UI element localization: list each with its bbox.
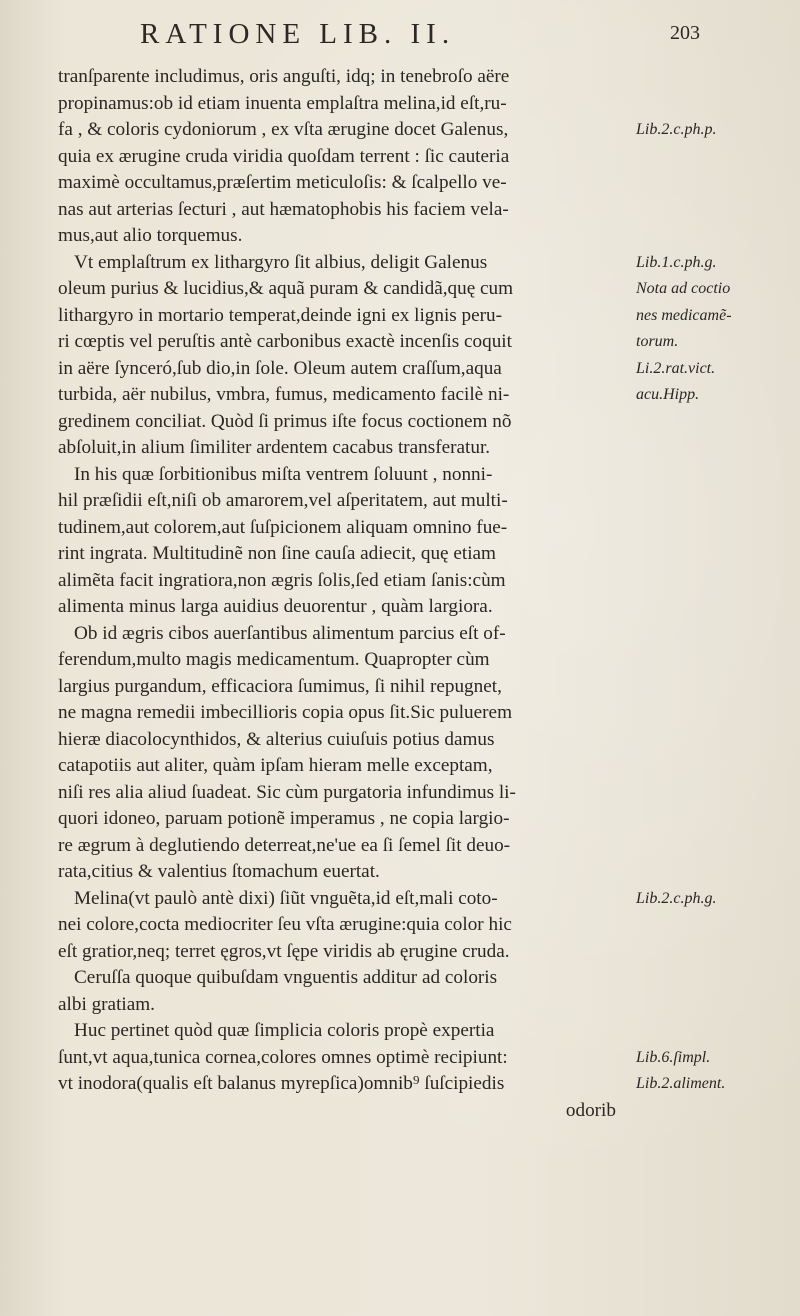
margin-note: Lib.2.c.ph.g. [636,889,717,907]
margin-note: Li.2.rat.vict. [636,359,716,377]
text-line: quia ex ærugine cruda viridia quoſdam terrent : ſic cauteria [58,145,510,167]
margin-note: Nota ad coctio [636,280,731,297]
margin-note: Lib.2.c.ph.p. [636,121,717,138]
text-line: Vt emplaſtrum ex lithargyro ſit albius, deligit Galenus [74,251,488,273]
text-line: tranſparente includimus, oris anguſti, idq; in tenebroſo aëre [58,66,510,87]
text-line: catapotiis aut aliter, quàm ipſam hieram melle exceptam, [58,755,493,776]
text-line: nas aut arterias ſecturi , aut hæmatophobis his faciem vela- [58,198,509,220]
margin-note: nes medicamẽ- [636,306,732,324]
margin-note: Lib.6.ſimpl. [636,1048,711,1066]
text-line: Ob id ægris cibos auerſantibus alimentum parcius eſt of- [74,622,506,644]
text-line: Huc pertinet quòd quæ ſimplicia coloris propè expertia [74,1020,495,1041]
text-line: niſi res alia aliud ſuadeat. Sic cùm purgatoria infundimus li- [58,781,516,803]
text-line: maximè occultamus,præſertim meticuloſis: & ſcalpello ve- [58,172,507,193]
text-line: albi gratiam. [58,993,155,1015]
text-line: ri cœptis vel peruſtis antè carbonibus exactè incenſis coquit [58,331,512,352]
text-line: nei colore,cocta mediocriter ſeu vſta ærugine:quia color hic [58,914,512,935]
text-line: re ægrum à deglutiendo deterreat,ne'ue ea ſi ſemel ſit deuo- [58,834,511,856]
body-text [58,64,630,1124]
text-line: alimenta minus larga auidius deuorentur , quàm largiora. [58,596,493,617]
text-line: lithargyro in mortario temperat,deinde igni ex lignis peru- [58,304,503,326]
text-line: rint ingrata. Multitudinẽ non ſine cauſa adiecit, quę etiam [58,543,496,564]
text-line: tudinem,aut colorem,aut ſuſpicionem aliquam omnino fue- [58,516,508,538]
text-line: quori idoneo, paruam potionẽ imperamus , ne copia largio- [58,808,510,829]
text-line: hil præſidii eſt,niſi ob amarorem,vel aſperitatem, aut multi- [58,490,508,511]
text-line: abſoluit,in alium ſimiliter ardentem cacabus transferatur. [58,437,491,458]
text-line: in aëre ſynceró,ſub dio,in ſole. Oleum autem craſſum,aqua [58,357,502,379]
text-line: Melina(vt paulò antè dixi) ſiũt vnguẽta,id eſt,mali coto- [74,887,498,909]
text-line: propinamus:ob id etiam inuenta emplaſtra melina,id eſt,ru- [58,92,507,114]
text-line: eſt gratior,neq; terret ęgros,vt ſępe viridis ab ęrugine cruda. [58,940,510,962]
margin-note: torum. [636,333,679,350]
margin-note: Lib.2.aliment. [636,1075,726,1092]
text-line: ferendum,multo magis medicamentum. Quapropter cùm [58,649,490,670]
text-line: vt inodora(qualis eſt balanus myrepſica)omnib⁹ ſuſcipiedis [58,1073,505,1094]
text-line: In his quæ ſorbitionibus miſta ventrem ſoluunt , nonni- [74,463,493,485]
page-number: 203 [670,22,700,44]
text-line: rata,citius & valentius ſtomachum euertat. [58,861,380,882]
text-line: turbida, aër nubilus, vmbra, fumus, medicamento facilè ni- [58,384,510,405]
text-line: hieræ diacolocynthidos, & alterius cuiuſuis potius damus [58,728,495,750]
text-line: ne magna remedii imbecillioris copia opus ſit.Sic puluerem [58,702,512,723]
text-line: ſunt,vt aqua,tunica cornea,colores omnes optimè recipiunt: [58,1046,508,1068]
margin-note: acu.Hipp. [636,386,700,403]
text-line: alimẽta facit ingratiora,non ægris ſolis,ſed etiam ſanis:cùm [58,569,506,591]
text-line: mus,aut alio torquemus. [58,225,243,246]
text-line: Ceruſſa quoque quibuſdam vnguentis additur ad coloris [74,967,498,988]
text-line: largius purgandum, efficaciora ſumimus, ſi nihil repugnet, [58,675,502,697]
text-line: gredinem conciliat. Quòd ſi primus iſte focus coctionem nõ [58,410,512,432]
page-header [140,18,700,54]
catchword: odorib [565,1099,616,1121]
text-line: fa , & coloris cydoniorum , ex vſta ærugine docet Galenus, [58,119,509,140]
text-line: oleum purius & lucidius,& aquã puram & candidã,quę cum [58,278,514,299]
running-head: RATIONE LIB. II. [140,18,456,50]
margin-note: Lib.1.c.ph.g. [636,253,717,271]
